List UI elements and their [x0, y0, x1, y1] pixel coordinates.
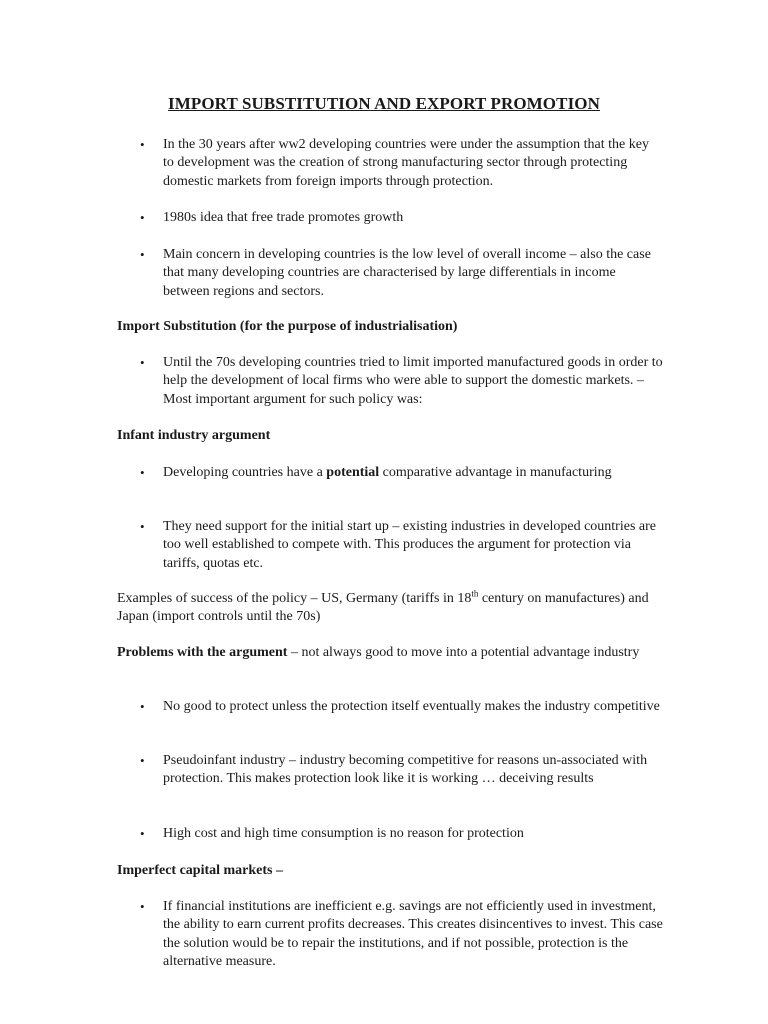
- list-item-text: High cost and high time consumption is no reason for protection: [163, 826, 524, 841]
- bullet-icon: •: [140, 899, 145, 914]
- text-run: – not always good to move into a potential advantage industry: [287, 645, 640, 660]
- list-item-text: Until the 70s developing countries tried to limit imported manufactured goods in order to help the development of local firms who were able to support the domestic markets. – Most important argument for such policy was:: [163, 355, 663, 407]
- list-item-text: [163, 464, 663, 482]
- bullet-icon: •: [140, 826, 145, 841]
- text-run: comparative advantage in manufacturing: [379, 465, 612, 480]
- bullet-icon: •: [140, 753, 145, 768]
- examples-paragraph: [117, 590, 657, 627]
- list-item-text: They need support for the initial start up – existing industries in developed countries are too well established to compete with. This produces the argument for protection via tariffs, quotas etc.: [163, 519, 656, 571]
- text-run: Developing countries have a: [163, 465, 327, 480]
- list-item-text: No good to protect unless the protection itself eventually makes the industry competitive: [163, 699, 660, 714]
- section-heading: Import Substitution (for the purpose of industrialisation): [117, 319, 458, 334]
- superscript-text: th: [471, 588, 479, 599]
- section-heading: Imperfect capital markets –: [117, 863, 284, 878]
- text-run: century on manufactures) and Japan (import controls until the 70s): [117, 591, 649, 625]
- page-title: IMPORT SUBSTITUTION AND EXPORT PROMOTION: [168, 94, 600, 113]
- bullet-icon: •: [140, 519, 145, 534]
- bullet-icon: •: [140, 699, 145, 714]
- list-item-text: If financial institutions are inefficient e.g. savings are not efficiently used in investment, the ability to earn current profits decreases. This creates disincentives to invest. This case the solution would be to repair the institutions, and if not possible, protection is the alternative measure.: [163, 899, 663, 969]
- text-run: Examples of success of the policy – US, Germany (tariffs in 18: [117, 591, 472, 606]
- bullet-icon: •: [140, 137, 145, 152]
- bullet-icon: •: [140, 210, 145, 225]
- list-item-text: 1980s idea that free trade promotes growth: [163, 210, 404, 225]
- list-item-text: In the 30 years after ww2 developing countries were under the assumption that the key to development was the creation of strong manufacturing sector through protecting domestic markets from foreign imports through protection.: [163, 137, 649, 189]
- bullet-icon: •: [140, 247, 145, 262]
- section-heading: Problems with the argument: [117, 645, 288, 660]
- bullet-icon: •: [140, 355, 145, 370]
- emphasis-text: potential: [326, 465, 380, 480]
- problems-heading: [117, 644, 657, 662]
- section-heading: Infant industry argument: [117, 428, 271, 443]
- bullet-icon: •: [140, 465, 145, 480]
- list-item-text: Pseudoinfant industry – industry becoming competitive for reasons un-associated with protection. This makes protection look like it is working … deceiving results: [163, 753, 648, 787]
- list-item-text: Main concern in developing countries is the low level of overall income – also the case that many developing countries are characterised by large differentials in income between regions and sectors.: [163, 247, 651, 299]
